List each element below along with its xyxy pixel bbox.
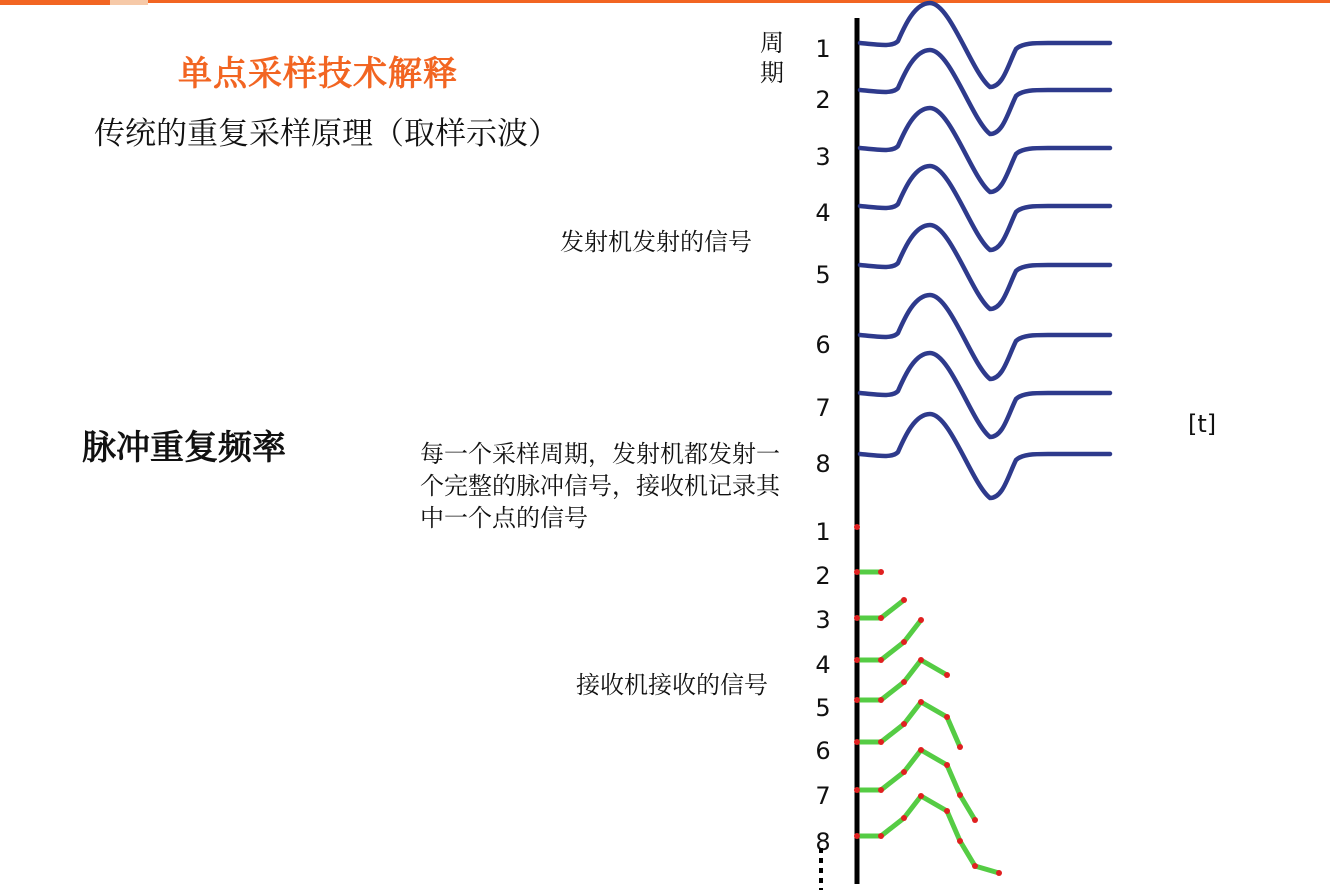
receive-signal-label: 接收机接收的信号 [576,671,768,699]
prf-label: 脉冲重复频率 [82,428,286,468]
sample-point [918,617,924,623]
sample-point [854,657,860,663]
sample-point [918,793,924,799]
sample-point [854,569,860,575]
sample-point [957,792,963,798]
transmit-period-number: 4 [815,199,831,227]
transmit-period-number: 5 [815,261,831,289]
sample-point [944,672,950,678]
sample-point [972,863,978,869]
transmitted-pulse-2 [860,50,1110,134]
transmit-period-number: 6 [815,331,831,359]
transmitted-pulse-8 [860,414,1110,498]
sample-point [854,739,860,745]
received-trace-4 [857,620,921,660]
sample-point [972,817,978,823]
transmit-signal-label: 发射机发射的信号 [560,228,752,256]
sample-point [878,833,884,839]
received-samples [854,524,1002,876]
sample-point [918,699,924,705]
sample-point [878,787,884,793]
period-label: 周期 [760,29,784,87]
sample-point [957,744,963,750]
slide-title: 单点采样技术解释 [178,54,458,94]
sample-point [918,747,924,753]
transmitted-pulse-1 [860,3,1110,87]
transmit-period-number: 1 [815,35,831,63]
time-axis-label: [t] [1188,410,1217,438]
receive-period-number: 1 [815,518,831,546]
transmitted-pulse-6 [860,295,1110,379]
sample-point [878,615,884,621]
sample-point [878,739,884,745]
transmitted-pulse-5 [860,225,1110,309]
slide-subtitle: 传统的重复采样原理（取样示波） [94,116,559,152]
receive-period-number: 4 [815,651,831,679]
sample-point [901,597,907,603]
sample-point [878,569,884,575]
received-trace-8 [857,796,999,873]
transmitted-pulse-7 [860,353,1110,437]
sample-point [854,787,860,793]
received-trace-6 [857,702,960,747]
sample-point [901,815,907,821]
receive-period-number: 2 [815,562,831,590]
sample-point [901,721,907,727]
transmit-period-number: 2 [815,86,831,114]
transmitted-pulse-3 [860,108,1110,192]
receive-period-number: 6 [815,737,831,765]
sample-point [854,833,860,839]
sample-point [854,697,860,703]
sample-point [957,838,963,844]
sample-point [996,870,1002,876]
sample-point [854,615,860,621]
sample-point [944,762,950,768]
receive-period-number: 3 [815,606,831,634]
receive-period-number: 8 [815,828,831,856]
sample-point [944,714,950,720]
sample-point [901,769,907,775]
sample-point [878,657,884,663]
sample-point [901,679,907,685]
sample-point [901,639,907,645]
transmit-period-number: 7 [815,394,831,422]
received-trace-7 [857,750,975,820]
sample-point [878,697,884,703]
receive-period-number: 7 [815,782,831,810]
sample-point [944,808,950,814]
transmitted-waveforms [860,3,1110,498]
transmit-period-number: 8 [815,450,831,478]
receive-period-number: 5 [815,694,831,722]
transmitted-pulse-4 [860,166,1110,250]
transmit-period-number: 3 [815,143,831,171]
sample-point [918,657,924,663]
sample-point [854,524,860,530]
description-text: 每一个采样周期，发射机都发射一个完整的脉冲信号，接收机记录其中一个点的信号 [420,440,780,532]
